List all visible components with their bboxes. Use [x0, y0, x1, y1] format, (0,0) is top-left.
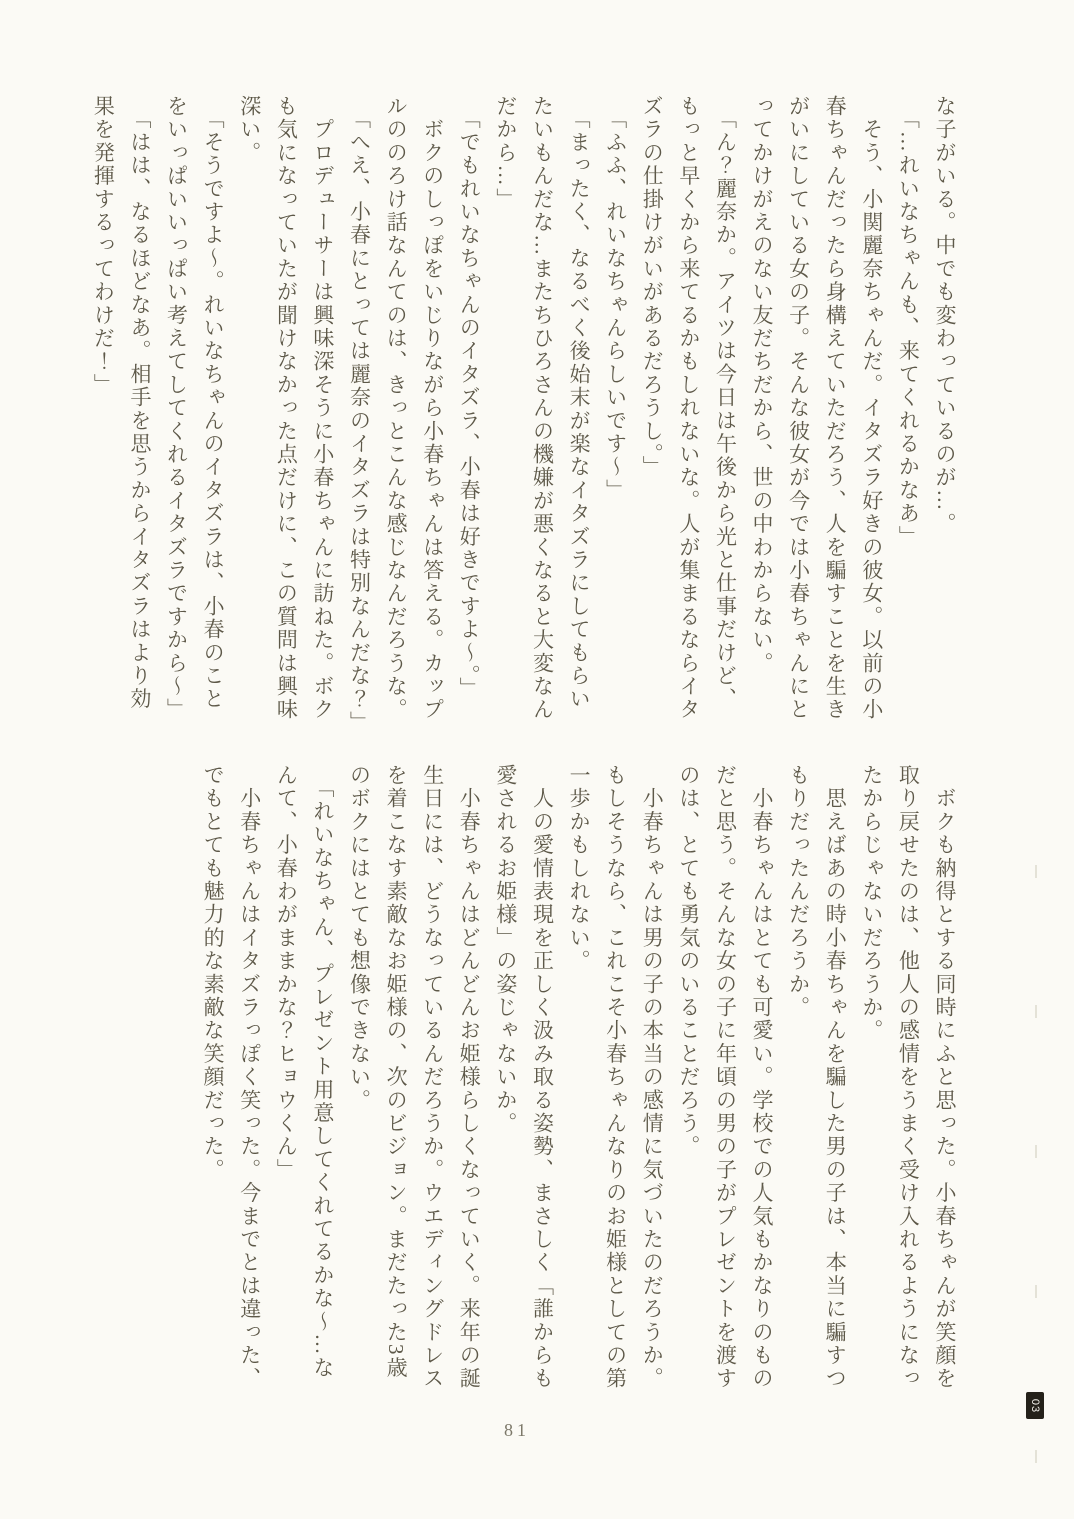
text-column: 春ちゃんだったら身構えていただろう、人を騙すことを生き [823, 95, 848, 722]
text-column: んて、小春わがままかな？ヒョウくん」 [274, 764, 299, 1182]
text-column: もしそうなら、これこそ小春ちゃんなりのお姫様としての第 [603, 764, 628, 1391]
text-column: のは、とても勇気のいることだろう。 [676, 764, 701, 1159]
text-column: 小春ちゃんは男の子の本当の感情に気づいたのだろうか。 [640, 764, 665, 1391]
edge-mark-label: 03 [1029, 1398, 1041, 1413]
text-column: 生日には、どうなっているんだろうか。ウエディングドレス [420, 764, 445, 1391]
text-column: ズラの仕掛けがいがあるだろうし。」 [640, 95, 665, 479]
text-column: でもとても魅力的な素敵な笑顔だった。 [201, 764, 226, 1182]
scan-artifact-tick [1035, 1450, 1037, 1463]
text-column: 「ん？麗奈か。アイツは今日は午後から光と仕事だけど、 [713, 95, 738, 711]
text-column: だから…」 [493, 95, 518, 211]
text-column: たからじゃないだろうか。 [859, 764, 884, 1043]
text-column: 「…れいなちゃんも、来てくれるかなあ」 [896, 95, 921, 549]
text-column: 「まったく、なるべく後始末が楽なイタズラにしてもらい [567, 95, 592, 711]
text-column: 果を発揮するってわけだ！」 [91, 95, 116, 397]
text-column: も気になっていたが聞けなかった点だけに、この質問は興味 [274, 95, 299, 722]
text-column: 「へえ、小春にとっては麗奈のイタズラは特別なんだな？」 [347, 95, 372, 735]
text-column: ボクのしっぽをいじりながら小春ちゃんは答える。カップ [420, 95, 445, 722]
text-column: を着こなす素敵なお姫様の、次のビジョン。まだたった3歳 [384, 764, 409, 1380]
text-column: ボクも納得とする同時にふと思った。小春ちゃんが笑顔を [933, 764, 957, 1391]
text-column: そう、小関麗奈ちゃんだ。イタズラ好きの彼女。以前の小 [859, 95, 884, 722]
scan-artifact-tick [1035, 865, 1037, 878]
text-column: のボクにはとても想像できない。 [347, 764, 372, 1112]
text-column: 「でもれいなちゃんのイタズラ、小春は好きですよ～。」 [457, 95, 482, 701]
text-column: 小春ちゃんはどんどんお姫様らしくなっていく。来年の誕 [457, 764, 482, 1391]
text-column: プロデューサーは興味深そうに小春ちゃんに訪ねた。ボク [310, 95, 335, 722]
text-block-top [83, 95, 963, 735]
text-column: 取り戻せたのは、他人の感情をうまく受け入れるようになっ [896, 764, 921, 1391]
text-block-bottom [193, 764, 963, 1396]
text-column: 小春ちゃんはとても可愛い。学校での人気もかなりのもの [750, 764, 775, 1391]
text-column: もりだったんだろうか。 [786, 764, 811, 1020]
text-column: 「れいなちゃん、プレゼント用意してくれてるかな～…な [310, 764, 335, 1380]
text-column: 人の愛情表現を正しく汲み取る姿勢、まさしく「誰からも [530, 764, 555, 1391]
text-column: をいっぱいいっぱい考えてしてくれるイタズラですから～」 [164, 95, 189, 722]
text-column: だと思う。そんな女の子に年頃の男の子がプレゼントを渡す [713, 764, 738, 1391]
edge-mark [1026, 1392, 1044, 1419]
text-column: 一歩かもしれない。 [567, 764, 592, 973]
text-column: 思えばあの時小春ちゃんを騙した男の子は、本当に騙すつ [823, 764, 848, 1391]
scan-artifact-tick [1035, 1285, 1037, 1298]
text-column: 「はは、なるほどなあ。相手を思うからイタズラはより効 [127, 95, 152, 711]
text-column: がいにしている女の子。そんな彼女が今では小春ちゃんにと [786, 95, 811, 722]
text-column: 「ふふ、れいなちゃんらしいです～」 [603, 95, 628, 503]
scan-artifact-tick [1035, 1005, 1037, 1018]
page-number: 81 [504, 1420, 530, 1440]
text-column: ってかけがえのない友だちだから、世の中わからない。 [750, 95, 775, 675]
text-column: 「そうですよ～。れいなちゃんのイタズラは、小春のこと [201, 95, 226, 711]
text-column: もっと早くから来てるかもしれないな。人が集まるならイタ [676, 95, 701, 722]
text-column: 愛されるお姫様」の姿じゃないか。 [493, 764, 518, 1136]
text-column: 小春ちゃんはイタズラっぽく笑った。今までとは違った、 [237, 764, 262, 1391]
text-column: 深い。 [237, 95, 262, 165]
text-column: な子がいる。中でも変わっているのが…。 [933, 95, 957, 536]
text-column: たいもんだな…またちひろさんの機嫌が悪くなると大変なん [530, 95, 555, 722]
text-column: ルののろけ話なんてのは、きっとこんな感じなんだろうな。 [384, 95, 409, 722]
scan-artifact-tick [1035, 1145, 1037, 1158]
